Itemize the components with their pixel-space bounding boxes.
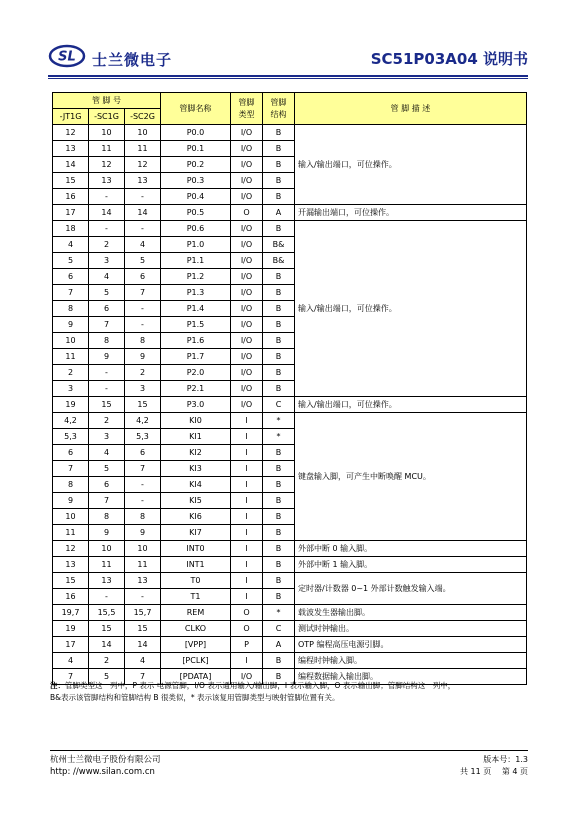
pin-description-header: 管 脚 描 述 [295, 93, 527, 125]
pin-sc2g-cell: 9 [125, 349, 161, 365]
pin-jt1g-cell: 9 [53, 493, 89, 509]
pin-name-cell: [PCLK] [161, 653, 231, 669]
pin-structure-cell: B [263, 493, 295, 509]
pin-type-cell: I [231, 541, 263, 557]
pin-sc1g-cell: 2 [89, 653, 125, 669]
pin-jt1g-cell: 17 [53, 205, 89, 221]
pin-sc2g-cell: 10 [125, 125, 161, 141]
pin-sc2g-cell: 15 [125, 621, 161, 637]
pin-name-cell: P3.0 [161, 397, 231, 413]
pin-jt1g-cell: 2 [53, 365, 89, 381]
table-row [53, 637, 527, 653]
pin-jt1g-cell: 16 [53, 589, 89, 605]
pin-description-cell: 外部中断 0 输入脚。 [295, 541, 527, 557]
pin-sc1g-cell: - [89, 189, 125, 205]
pin-sc2g-cell: 6 [125, 269, 161, 285]
table-row [53, 205, 527, 221]
pin-sc2g-cell: 10 [125, 541, 161, 557]
pin-rows [53, 125, 527, 685]
pin-jt1g-cell: 11 [53, 349, 89, 365]
pin-sc2g-cell: 15 [125, 397, 161, 413]
pin-type-cell: I [231, 445, 263, 461]
pin-jt1g-cell: 18 [53, 221, 89, 237]
pin-sc2g-cell: 5 [125, 253, 161, 269]
footer-version: 版本号：1.3 [483, 755, 528, 764]
pin-jt1g-cell: 3 [53, 381, 89, 397]
table-row [53, 653, 527, 669]
pin-type-header-text: 管脚类型 [238, 97, 255, 119]
pin-structure-cell: B [263, 525, 295, 541]
pin-sc1g-cell: 3 [89, 253, 125, 269]
pin-sc2g-cell: - [125, 189, 161, 205]
pin-type-cell: I [231, 493, 263, 509]
pin-type-cell: I [231, 461, 263, 477]
pin-sc1g-cell: 2 [89, 237, 125, 253]
pin-sc2g-cell: 13 [125, 573, 161, 589]
pin-jt1g-cell: 8 [53, 301, 89, 317]
pin-description-cell: 输入/输出端口，可位操作。 [295, 125, 527, 205]
pin-name-header: 管脚名称 [161, 93, 231, 125]
pin-jt1g-cell: 4 [53, 237, 89, 253]
pin-sc1g-cell: 5 [89, 285, 125, 301]
pin-structure-cell: C [263, 397, 295, 413]
pin-sc2g-cell: - [125, 493, 161, 509]
pin-sc1g-cell: 15 [89, 621, 125, 637]
pin-structure-cell: C [263, 621, 295, 637]
pin-name-cell: P1.7 [161, 349, 231, 365]
pin-sc1g-cell: 7 [89, 493, 125, 509]
pin-structure-cell: A [263, 205, 295, 221]
pin-structure-cell: B [263, 221, 295, 237]
pin-sc2g-cell: - [125, 317, 161, 333]
pin-structure-cell: B [263, 189, 295, 205]
pin-name-cell: P1.1 [161, 253, 231, 269]
table-row [53, 621, 527, 637]
pin-sc2g-cell: 14 [125, 205, 161, 221]
pin-type-cell: I [231, 477, 263, 493]
pin-jt1g-cell: 12 [53, 125, 89, 141]
pin-type-cell: I/O [231, 381, 263, 397]
pin-jt1g-cell: 19,7 [53, 605, 89, 621]
package-header-sc2g: -SC2G [125, 109, 161, 125]
pin-jt1g-cell: 17 [53, 637, 89, 653]
pin-description-cell: 载波发生器输出脚。 [295, 605, 527, 621]
pin-structure-cell: B [263, 317, 295, 333]
pin-jt1g-cell: 19 [53, 397, 89, 413]
pin-sc2g-cell: 4,2 [125, 413, 161, 429]
pin-type-cell: I [231, 509, 263, 525]
pin-type-cell: P [231, 637, 263, 653]
pin-structure-cell: * [263, 429, 295, 445]
company-name: 士兰微电子 [92, 51, 173, 69]
pin-description-cell: 键盘输入脚，可产生中断唤醒 MCU。 [295, 413, 527, 541]
pin-structure-cell: * [263, 605, 295, 621]
table-row [53, 125, 527, 141]
pin-sc1g-cell: 9 [89, 525, 125, 541]
pin-description-cell: 编程时钟输入脚。 [295, 653, 527, 669]
table-row [53, 397, 527, 413]
pin-type-cell: I/O [231, 285, 263, 301]
pin-name-cell: P0.6 [161, 221, 231, 237]
pin-name-cell: P0.0 [161, 125, 231, 141]
pin-description-table [52, 92, 527, 685]
pin-name-cell: T0 [161, 573, 231, 589]
pin-description-cell: 定时器/计数器 0~1 外部计数触发输入端。 [295, 573, 527, 605]
pin-sc1g-cell: 3 [89, 429, 125, 445]
pin-name-cell: P0.2 [161, 157, 231, 173]
pin-type-cell: I [231, 589, 263, 605]
footer-left [50, 754, 161, 778]
pin-type-cell: O [231, 605, 263, 621]
pin-type-cell: I/O [231, 317, 263, 333]
table-row [53, 605, 527, 621]
pin-structure-cell: B [263, 349, 295, 365]
pin-sc1g-cell: 13 [89, 173, 125, 189]
pin-jt1g-cell: 4 [53, 653, 89, 669]
pin-type-cell: I/O [231, 669, 263, 685]
pin-sc2g-cell: - [125, 301, 161, 317]
pin-type-cell: O [231, 621, 263, 637]
pin-jt1g-cell: 6 [53, 445, 89, 461]
pin-structure-header [263, 93, 295, 125]
pin-structure-cell: B& [263, 253, 295, 269]
pin-sc2g-cell: 7 [125, 461, 161, 477]
pin-type-cell: I [231, 557, 263, 573]
pin-sc2g-cell: 15,7 [125, 605, 161, 621]
silan-logo-icon [48, 44, 86, 68]
pin-sc1g-cell: 6 [89, 477, 125, 493]
pin-type-cell: I/O [231, 333, 263, 349]
pin-structure-cell: B [263, 301, 295, 317]
pin-jt1g-cell: 14 [53, 157, 89, 173]
pin-description-cell: 测试时钟输出。 [295, 621, 527, 637]
pin-sc1g-cell: 4 [89, 445, 125, 461]
pin-sc1g-cell: 6 [89, 301, 125, 317]
pin-jt1g-cell: 12 [53, 541, 89, 557]
pin-sc1g-cell: 4 [89, 269, 125, 285]
pin-sc1g-cell: 7 [89, 317, 125, 333]
footer-right [460, 754, 528, 778]
pin-sc1g-cell: 13 [89, 573, 125, 589]
pin-name-cell: T1 [161, 589, 231, 605]
pin-name-cell: P2.0 [161, 365, 231, 381]
pin-sc2g-cell: 9 [125, 525, 161, 541]
pin-sc1g-cell: 12 [89, 157, 125, 173]
pin-description-cell: 开漏输出端口，可位操作。 [295, 205, 527, 221]
pin-structure-cell: B [263, 669, 295, 685]
note-label: 注： [50, 681, 65, 690]
pin-jt1g-cell: 10 [53, 333, 89, 349]
pin-number-group-header: 管 脚 号 [53, 93, 161, 109]
pin-sc1g-cell: 8 [89, 333, 125, 349]
pin-jt1g-cell: 13 [53, 557, 89, 573]
pin-structure-cell: B [263, 509, 295, 525]
pin-jt1g-cell: 9 [53, 317, 89, 333]
pin-sc1g-cell: 8 [89, 509, 125, 525]
pin-description-cell: 编程数据输入输出脚。 [295, 669, 527, 685]
pin-name-cell: P1.0 [161, 237, 231, 253]
pin-structure-cell: B [263, 141, 295, 157]
pin-name-cell: KI4 [161, 477, 231, 493]
pin-sc1g-cell: 9 [89, 349, 125, 365]
pin-sc2g-cell: 4 [125, 237, 161, 253]
pin-name-cell: INT1 [161, 557, 231, 573]
pin-structure-cell: B [263, 541, 295, 557]
pin-sc1g-cell: 5 [89, 461, 125, 477]
pin-structure-cell: B [263, 285, 295, 301]
pin-sc1g-cell: - [89, 589, 125, 605]
pin-structure-cell: B [263, 445, 295, 461]
pin-name-cell: KI6 [161, 509, 231, 525]
pin-type-cell: I/O [231, 221, 263, 237]
pin-sc1g-cell: 14 [89, 637, 125, 653]
pin-sc1g-cell: - [89, 365, 125, 381]
pin-type-cell: I/O [231, 237, 263, 253]
pin-name-cell: KI7 [161, 525, 231, 541]
pin-structure-cell: B [263, 461, 295, 477]
header-rule-thin [48, 78, 528, 79]
pin-jt1g-cell: 7 [53, 461, 89, 477]
page-header [48, 42, 528, 74]
table-note [50, 680, 530, 704]
pin-sc1g-cell: 10 [89, 541, 125, 557]
pin-name-cell: P0.5 [161, 205, 231, 221]
pin-type-cell: I [231, 573, 263, 589]
table-row [53, 413, 527, 429]
pin-sc2g-cell: - [125, 477, 161, 493]
table-row [53, 221, 527, 237]
pin-jt1g-cell: 7 [53, 669, 89, 685]
pin-type-cell: I/O [231, 141, 263, 157]
pin-name-cell: REM [161, 605, 231, 621]
pin-jt1g-cell: 6 [53, 269, 89, 285]
pin-structure-cell: B [263, 653, 295, 669]
pin-structure-cell: B [263, 173, 295, 189]
pin-description-cell: 输入/输出端口，可位操作。 [295, 221, 527, 397]
pin-description-cell: OTP 编程高压电源引脚。 [295, 637, 527, 653]
pin-description-cell: 输入/输出端口，可位操作。 [295, 397, 527, 413]
pin-sc2g-cell: - [125, 589, 161, 605]
pin-type-header [231, 93, 263, 125]
pin-type-cell: I/O [231, 349, 263, 365]
pin-structure-cell: B [263, 573, 295, 589]
pin-name-cell: P2.1 [161, 381, 231, 397]
pin-jt1g-cell: 13 [53, 141, 89, 157]
pin-jt1g-cell: 7 [53, 285, 89, 301]
pin-sc1g-cell: 11 [89, 141, 125, 157]
pin-sc1g-cell: - [89, 221, 125, 237]
pin-type-cell: I/O [231, 253, 263, 269]
pin-sc1g-cell: 2 [89, 413, 125, 429]
pin-sc1g-cell: 14 [89, 205, 125, 221]
pin-structure-cell: B [263, 589, 295, 605]
pin-type-cell: I/O [231, 157, 263, 173]
pin-structure-cell: B [263, 557, 295, 573]
pin-name-cell: [VPP] [161, 637, 231, 653]
table-row [53, 557, 527, 573]
pin-structure-cell: B [263, 269, 295, 285]
logo-letters: SL [58, 49, 76, 65]
pin-structure-cell: B [263, 125, 295, 141]
pin-sc2g-cell: 4 [125, 653, 161, 669]
pin-name-cell: P0.3 [161, 173, 231, 189]
pin-sc2g-cell: 11 [125, 141, 161, 157]
pin-sc2g-cell: - [125, 221, 161, 237]
pin-type-cell: I/O [231, 397, 263, 413]
pin-type-cell: I/O [231, 269, 263, 285]
pin-sc2g-cell: 13 [125, 173, 161, 189]
header-rule-thick [48, 75, 528, 77]
pin-type-cell: I [231, 525, 263, 541]
pin-type-cell: I [231, 429, 263, 445]
pin-jt1g-cell: 19 [53, 621, 89, 637]
package-header-sc1g: -SC1G [89, 109, 125, 125]
pin-type-cell: I/O [231, 125, 263, 141]
pin-sc2g-cell: 12 [125, 157, 161, 173]
note-line-2: B&表示该管脚结构和管脚结构 B 很类似，* 表示该复用管脚类型与映射管脚位置有关。 [50, 693, 340, 702]
pin-sc2g-cell: 8 [125, 509, 161, 525]
pin-structure-cell: B [263, 365, 295, 381]
pin-sc1g-cell: 15,5 [89, 605, 125, 621]
pin-structure-cell: B [263, 157, 295, 173]
pin-name-cell: [PDATA] [161, 669, 231, 685]
pin-type-cell: I [231, 653, 263, 669]
note-line-1: 管脚类型这一列中，P 表示 电源管脚，I/O 表示通用输入/输出脚，I 表示输入脚，O 表示输出脚；管脚结构这一列中， [65, 681, 456, 690]
pin-type-cell: I/O [231, 365, 263, 381]
pin-sc2g-cell: 6 [125, 445, 161, 461]
pin-jt1g-cell: 5 [53, 253, 89, 269]
pin-type-cell: I/O [231, 189, 263, 205]
footer-url: http: //www.silan.com.cn [50, 767, 155, 777]
footer-company: 杭州士兰微电子股份有限公司 [50, 755, 161, 765]
pin-type-cell: O [231, 205, 263, 221]
footer-pages: 共 11 页 第 4 页 [460, 767, 528, 776]
pin-structure-cell: B [263, 333, 295, 349]
pin-name-cell: P1.3 [161, 285, 231, 301]
pin-jt1g-cell: 10 [53, 509, 89, 525]
pin-sc1g-cell: 10 [89, 125, 125, 141]
pin-name-cell: INT0 [161, 541, 231, 557]
pin-name-cell: KI3 [161, 461, 231, 477]
pin-name-cell: KI2 [161, 445, 231, 461]
pin-jt1g-cell: 15 [53, 173, 89, 189]
pin-name-cell: KI1 [161, 429, 231, 445]
footer-rule [50, 750, 528, 751]
pin-structure-cell: B [263, 381, 295, 397]
pin-name-cell: P1.2 [161, 269, 231, 285]
pin-name-cell: P1.6 [161, 333, 231, 349]
pin-sc2g-cell: 14 [125, 637, 161, 653]
pin-structure-header-text: 管脚结构 [270, 97, 287, 119]
pin-jt1g-cell: 5,3 [53, 429, 89, 445]
pin-jt1g-cell: 16 [53, 189, 89, 205]
pin-sc1g-cell: 15 [89, 397, 125, 413]
pin-sc1g-cell: 5 [89, 669, 125, 685]
pin-name-cell: KI0 [161, 413, 231, 429]
pin-structure-cell: * [263, 413, 295, 429]
table-row [53, 573, 527, 589]
pin-structure-cell: B [263, 477, 295, 493]
pin-name-cell: CLKO [161, 621, 231, 637]
pin-description-cell: 外部中断 1 输入脚。 [295, 557, 527, 573]
document-title: SC51P03A04 说明书 [370, 50, 528, 68]
pin-structure-cell: B& [263, 237, 295, 253]
pin-type-cell: I/O [231, 173, 263, 189]
pin-name-cell: P1.4 [161, 301, 231, 317]
pin-name-cell: KI5 [161, 493, 231, 509]
pin-sc2g-cell: 2 [125, 365, 161, 381]
pin-sc1g-cell: 11 [89, 557, 125, 573]
package-header-jt1g: -JT1G [53, 109, 89, 125]
pin-type-cell: I/O [231, 301, 263, 317]
table-row [53, 541, 527, 557]
pin-structure-cell: A [263, 637, 295, 653]
pin-sc2g-cell: 7 [125, 669, 161, 685]
pin-name-cell: P1.5 [161, 317, 231, 333]
pin-jt1g-cell: 4,2 [53, 413, 89, 429]
pin-jt1g-cell: 8 [53, 477, 89, 493]
pin-sc2g-cell: 3 [125, 381, 161, 397]
pin-sc2g-cell: 5,3 [125, 429, 161, 445]
pin-name-cell: P0.4 [161, 189, 231, 205]
pin-name-cell: P0.1 [161, 141, 231, 157]
pin-sc2g-cell: 7 [125, 285, 161, 301]
pin-sc2g-cell: 11 [125, 557, 161, 573]
pin-jt1g-cell: 11 [53, 525, 89, 541]
pin-type-cell: I [231, 413, 263, 429]
pin-sc2g-cell: 8 [125, 333, 161, 349]
pin-sc1g-cell: - [89, 381, 125, 397]
pin-jt1g-cell: 15 [53, 573, 89, 589]
